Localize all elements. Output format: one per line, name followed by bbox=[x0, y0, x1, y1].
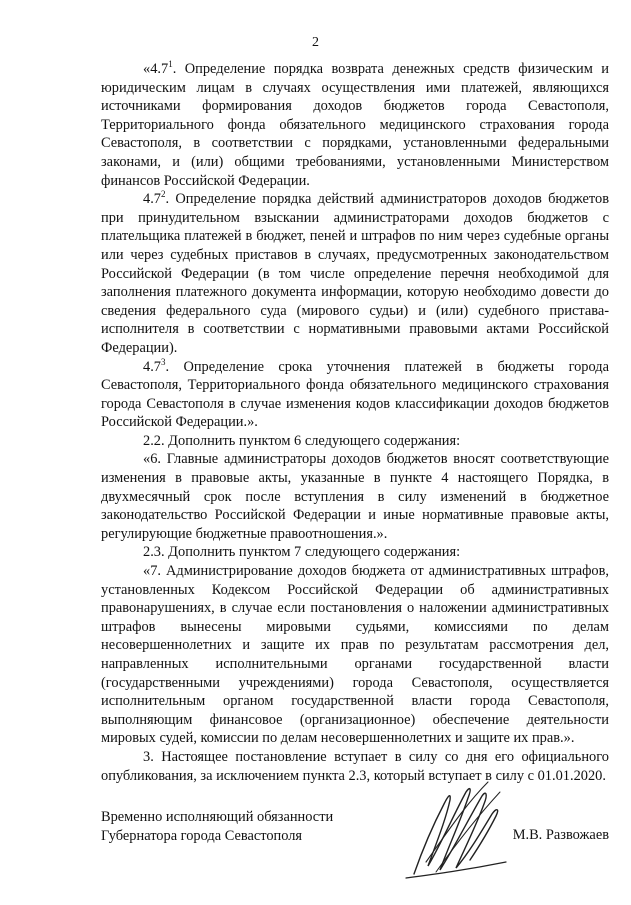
handwritten-signature-icon bbox=[396, 774, 516, 884]
signature-block bbox=[101, 808, 609, 898]
signatory-name: М.В. Развожаев bbox=[512, 827, 609, 843]
page-number: 2 bbox=[312, 35, 319, 50]
paragraph-3: 3. Настоящее постановление вступает в силу со дня его официального опубликования, за исключением пункта 2.3, который вступает в силу с 01.01.2020. bbox=[101, 748, 609, 784]
signatory-title-line-1: Временно исполняющий обязанности bbox=[101, 809, 334, 825]
paragraph-2-3: 2.3. Дополнить пунктом 7 следующего содержания: bbox=[143, 544, 461, 561]
signatory-title bbox=[101, 808, 333, 846]
document-body bbox=[101, 60, 609, 785]
paragraph-2-2: 2.2. Дополнить пунктом 6 следующего содержания: bbox=[143, 432, 461, 449]
signatory-title-line-2: Губернатора города Севастополя bbox=[101, 828, 303, 844]
paragraph-4-7-2: $4.7^2$. Определение порядка действий администраторов доходов бюджетов при принудительном взыскании администраторами доходов бюджетов с плательщика платежей в бюджет, пеней и штрафов по ним через судебные органы или через судебных приставов в случаях, предусмотренных законодательством Российской Федерации (в том числе определение перечня необходимой для заполнения платежного документа информации, которую необходимо довести до сведения федерального суда (мирового судьи) и (или) судебного пристава-исполнителя в соответствии с нормативными правовыми актами Российской Федерации). bbox=[101, 189, 609, 356]
paragraph-item-6: «6. Главные администраторы доходов бюджетов вносят соответствующие изменения в правовые акты, указанные в пункте 4 настоящего Порядка, в двухмесячный срок после вступления в силу изменений в бюджетное законодательство Российской Федерации и иные нормативные правовые акты, регулирующие бюджетные правоотношения.». bbox=[101, 451, 609, 542]
paragraph-4-7-1: «$4.7^1$. Определение порядка возврата денежных средств физическим и юридическим лицам в случаях осуществления ими платежей, являющихся источниками формирования доходов бюджетов города Севастополя, Территориального фонда обязательного медицинского страхования города Севастополя, в соответствии с порядками, установленными федеральными законами, и (или) общими требованиями, установленными Министерством финансов Российской Федерации. bbox=[101, 59, 609, 189]
paragraph-item-7: «7. Администрирование доходов бюджета от административных штрафов, установленных Кодексом Российской Федерации об административных правонарушениях, в случае если постановления о наложении административных штрафов вынесены мировыми судьями, комиссиями по делам несовершеннолетних и защите их прав по результатам рассмотрения дел, направленных исполнительными органами государственной власти (государственными учреждениями) города Севастополя, осуществляется исполнительным органом государственной власти города Севастополя, выполняющим финансовое (организационное) обеспечение деятельности мировых судей, комиссии по делам несовершеннолетних и защите их прав.». bbox=[101, 563, 609, 747]
paragraph-4-7-3: $4.7^3$. Определение срока уточнения платежей в бюджеты города Севастополя, Территориального фонда обязательного медицинского страхования города Севастополя в случае изменения кодов классификации доходов бюджетов Российской Федерации.». bbox=[101, 356, 609, 431]
